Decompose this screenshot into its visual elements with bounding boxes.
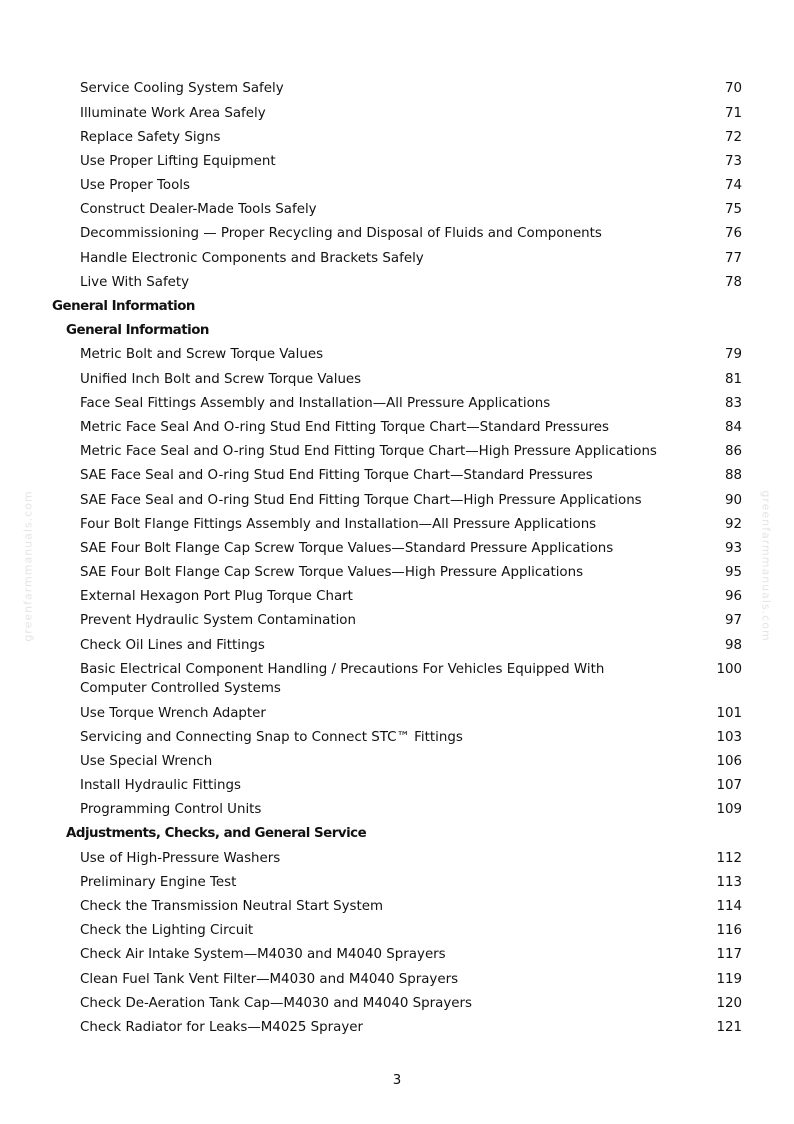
toc-entry[interactable] (0, 464, 794, 488)
toc-entry-page: 86 (724, 444, 742, 460)
toc-entry-title: Illuminate Work Area Safely (80, 105, 266, 121)
toc-entry-title: Use Proper Lifting Equipment (80, 153, 276, 169)
toc-entry-title: Install Hydraulic Fittings (80, 778, 241, 794)
toc-entry-page: 121 (716, 1019, 742, 1035)
toc-entry-title: Metric Face Seal And O-ring Stud End Fitting Torque Chart—Standard Pressures (80, 419, 609, 435)
toc-entry-page: 106 (716, 753, 742, 769)
toc-entry-page: 116 (716, 923, 742, 939)
toc-entry-page: 73 (724, 153, 742, 169)
toc-entry-page: 103 (716, 729, 742, 745)
toc-entry-title: SAE Four Bolt Flange Cap Screw Torque Values—Standard Pressure Applications (80, 540, 614, 556)
toc-entry[interactable] (0, 991, 794, 1015)
toc-entry[interactable] (0, 440, 794, 464)
toc-entry-title: Use of High-Pressure Washers (80, 850, 281, 866)
toc-entry-title: Live With Safety (80, 274, 190, 290)
toc-entry-title: Metric Bolt and Screw Torque Values (80, 347, 324, 363)
toc-entry-page: 109 (716, 802, 742, 818)
toc-entry-title: Use Special Wrench (80, 753, 213, 769)
toc-entry[interactable] (0, 512, 794, 536)
toc-entry[interactable] (0, 222, 794, 246)
toc-entry-page: 83 (724, 395, 742, 411)
watermark-left: greenfarmmanuals.com (21, 490, 35, 642)
toc-entry-title: External Hexagon Port Plug Torque Chart (80, 589, 353, 605)
toc-entry-page: 71 (724, 105, 742, 121)
watermark-right: greenfarmmanuals.com (759, 490, 773, 642)
toc-entry-page: 72 (724, 129, 742, 145)
toc-subsection-title: General Information (66, 323, 209, 339)
toc-entry[interactable] (0, 1016, 794, 1040)
toc-entry-title: Check Oil Lines and Fittings (80, 637, 265, 653)
toc-entry-page: 96 (724, 589, 742, 605)
page-number: 3 (392, 1073, 402, 1088)
toc-entry-title: Replace Safety Signs (80, 129, 221, 145)
toc-entry-title: Clean Fuel Tank Vent Filter—M4030 and M4040 Sprayers (80, 971, 459, 987)
toc-entry-page: 93 (724, 540, 742, 556)
toc-entry-page: 75 (724, 202, 742, 218)
toc-subsection-title: Adjustments, Checks, and General Service (66, 826, 367, 842)
toc-entry[interactable] (0, 725, 794, 749)
toc-entry[interactable] (0, 271, 794, 295)
toc-entry-title: Prevent Hydraulic System Contamination (80, 613, 356, 629)
toc-entry-title: Check De-Aeration Tank Cap—M4030 and M4040 Sprayers (80, 995, 473, 1011)
toc-entry-page: 119 (716, 971, 742, 987)
toc-entry-title: Handle Electronic Components and Brackets Safely (80, 250, 424, 266)
toc-entry-title: Unified Inch Bolt and Screw Torque Values (80, 371, 362, 387)
toc-entry[interactable] (0, 658, 794, 702)
toc-entry-page: 100 (716, 661, 742, 677)
toc-entry-page: 74 (724, 178, 742, 194)
toc-entry-page: 101 (716, 705, 742, 721)
toc-entry[interactable] (0, 488, 794, 512)
toc-entry-title: Check the Lighting Circuit (80, 923, 254, 939)
toc-entry-title: Use Torque Wrench Adapter (80, 705, 266, 721)
toc-entry[interactable] (0, 943, 794, 967)
toc-entry-title: Basic Electrical Component Handling / Precautions For Vehicles Equipped With Computer Controlled Systems (80, 661, 605, 697)
toc-entry-page: 112 (716, 850, 742, 866)
toc-section-title: General Information (52, 299, 195, 315)
toc-entry-page: 78 (724, 274, 742, 290)
toc-entry-title: Servicing and Connecting Snap to Connect STC™ Fittings (80, 729, 463, 745)
toc-entry[interactable] (0, 895, 794, 919)
toc-entry-title: Check Radiator for Leaks—M4025 Sprayer (80, 1019, 364, 1035)
toc-entry[interactable] (0, 750, 794, 774)
toc-entry[interactable] (0, 846, 794, 870)
toc-entry[interactable] (0, 633, 794, 657)
toc-entry-title: Use Proper Tools (80, 178, 191, 194)
toc-entry[interactable] (0, 174, 794, 198)
toc-entry[interactable] (0, 919, 794, 943)
toc-subsection-heading[interactable] (0, 319, 794, 343)
toc-entry-page: 114 (716, 899, 742, 915)
toc-entry-page: 81 (724, 371, 742, 387)
toc-entry-page: 88 (724, 468, 742, 484)
toc-entry-title: Preliminary Engine Test (80, 874, 237, 890)
toc-entry[interactable] (0, 609, 794, 633)
toc-entry-page: 98 (724, 637, 742, 653)
toc-entry-title: Decommissioning — Proper Recycling and Disposal of Fluids and Components (80, 226, 602, 242)
toc-entry[interactable] (0, 967, 794, 991)
toc-entry[interactable] (0, 125, 794, 149)
toc-entry-title: Check Air Intake System—M4030 and M4040 Sprayers (80, 947, 446, 963)
toc-entry-page: 70 (724, 81, 742, 97)
toc-entry[interactable] (0, 391, 794, 415)
toc-entry[interactable] (0, 101, 794, 125)
toc-entry-page: 97 (724, 613, 742, 629)
toc-entry[interactable] (0, 246, 794, 270)
toc-entry-page: 84 (724, 419, 742, 435)
toc-entry[interactable] (0, 585, 794, 609)
toc-entry-title: Service Cooling System Safely (80, 81, 284, 97)
toc-entry-page: 92 (724, 516, 742, 532)
toc-entry-page: 90 (724, 492, 742, 508)
toc-entry[interactable] (0, 150, 794, 174)
toc-entry-title: Construct Dealer-Made Tools Safely (80, 202, 317, 218)
toc-entry-title: SAE Face Seal and O-ring Stud End Fitting Torque Chart—Standard Pressures (80, 468, 593, 484)
toc-entry-title: Four Bolt Flange Fittings Assembly and Installation—All Pressure Applications (80, 516, 597, 532)
toc-entry[interactable] (0, 774, 794, 798)
toc-entry[interactable] (0, 77, 794, 101)
toc-entry-title: SAE Face Seal and O-ring Stud End Fitting Torque Chart—High Pressure Applications (80, 492, 642, 508)
toc-entry-page: 79 (724, 347, 742, 363)
toc-entry[interactable] (0, 537, 794, 561)
toc-section-heading[interactable] (0, 295, 794, 319)
toc-entry[interactable] (0, 198, 794, 222)
toc-entry[interactable] (0, 701, 794, 725)
toc-entry-page: 77 (724, 250, 742, 266)
toc-entry[interactable] (0, 798, 794, 822)
toc-entry-page: 76 (724, 226, 742, 242)
toc-entry-page: 113 (716, 874, 742, 890)
toc-subsection-heading[interactable] (0, 822, 794, 846)
toc-entry-page: 107 (716, 778, 742, 794)
toc-entry[interactable] (0, 871, 794, 895)
toc-entry[interactable] (0, 561, 794, 585)
toc-entry-title: Check the Transmission Neutral Start System (80, 899, 384, 915)
table-of-contents (0, 77, 794, 1040)
toc-entry-title: SAE Four Bolt Flange Cap Screw Torque Values—High Pressure Applications (80, 565, 584, 581)
toc-entry[interactable] (0, 367, 794, 391)
toc-entry-title: Face Seal Fittings Assembly and Installation—All Pressure Applications (80, 395, 551, 411)
toc-entry-title: Metric Face Seal and O-ring Stud End Fitting Torque Chart—High Pressure Applications (80, 444, 657, 460)
toc-entry[interactable] (0, 416, 794, 440)
toc-entry-page: 117 (716, 947, 742, 963)
toc-entry-page: 95 (724, 565, 742, 581)
toc-entry[interactable] (0, 343, 794, 367)
toc-entry-page: 120 (716, 995, 742, 1011)
toc-entry-title: Programming Control Units (80, 802, 262, 818)
